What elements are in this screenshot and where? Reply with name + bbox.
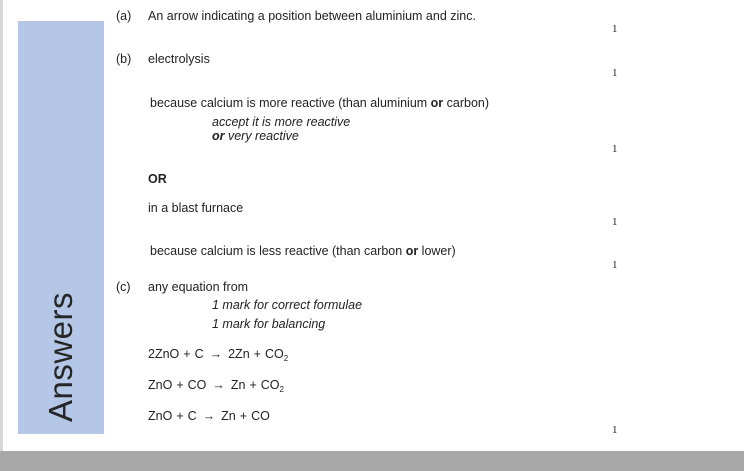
- equation-3: ZnO + C → Zn + CO: [148, 409, 270, 423]
- part-b-reason-more-reactive: because calcium is more reactive (than aluminium or carbon): [150, 96, 490, 110]
- part-a-mark: 1: [612, 23, 618, 35]
- part-b-mark-4: 1: [612, 259, 618, 271]
- part-c-note-formulae: 1 mark for correct formulae: [212, 298, 363, 312]
- part-c-letter: (c): [116, 280, 131, 294]
- part-b-accept-note: accept it is more reactive: [212, 115, 351, 129]
- part-c-mark: 1: [612, 424, 618, 436]
- left-page-rule: [0, 0, 3, 452]
- part-b-or-divider: OR: [148, 172, 167, 186]
- part-a-letter: (a): [116, 9, 132, 23]
- part-b-mark-2: 1: [612, 143, 618, 155]
- part-b-alternative-note: or very reactive: [212, 129, 299, 143]
- part-b-reason-less-reactive: because calcium is less reactive (than carbon or lower): [150, 244, 456, 258]
- part-b-answer-blast-furnace: in a blast furnace: [148, 201, 244, 215]
- equation-1: $2ZnO + C \to 2Zn + CO_2$: [148, 347, 289, 363]
- bottom-scroll-bar: [0, 451, 744, 471]
- part-b-letter: (b): [116, 52, 132, 66]
- part-b-answer-electrolysis: electrolysis: [148, 52, 210, 66]
- answers-side-label: Answers: [42, 291, 79, 423]
- part-c-intro: any equation from: [148, 280, 249, 294]
- part-a-answer: An arrow indicating a position between aluminium and zinc.: [148, 9, 476, 23]
- part-b-mark-3: 1: [612, 216, 618, 228]
- part-b-mark-1: 1: [612, 67, 618, 79]
- equation-2: ZnO + CO → $Zn + CO_2$: [148, 378, 284, 394]
- part-c-note-balancing: 1 mark for balancing: [212, 317, 326, 331]
